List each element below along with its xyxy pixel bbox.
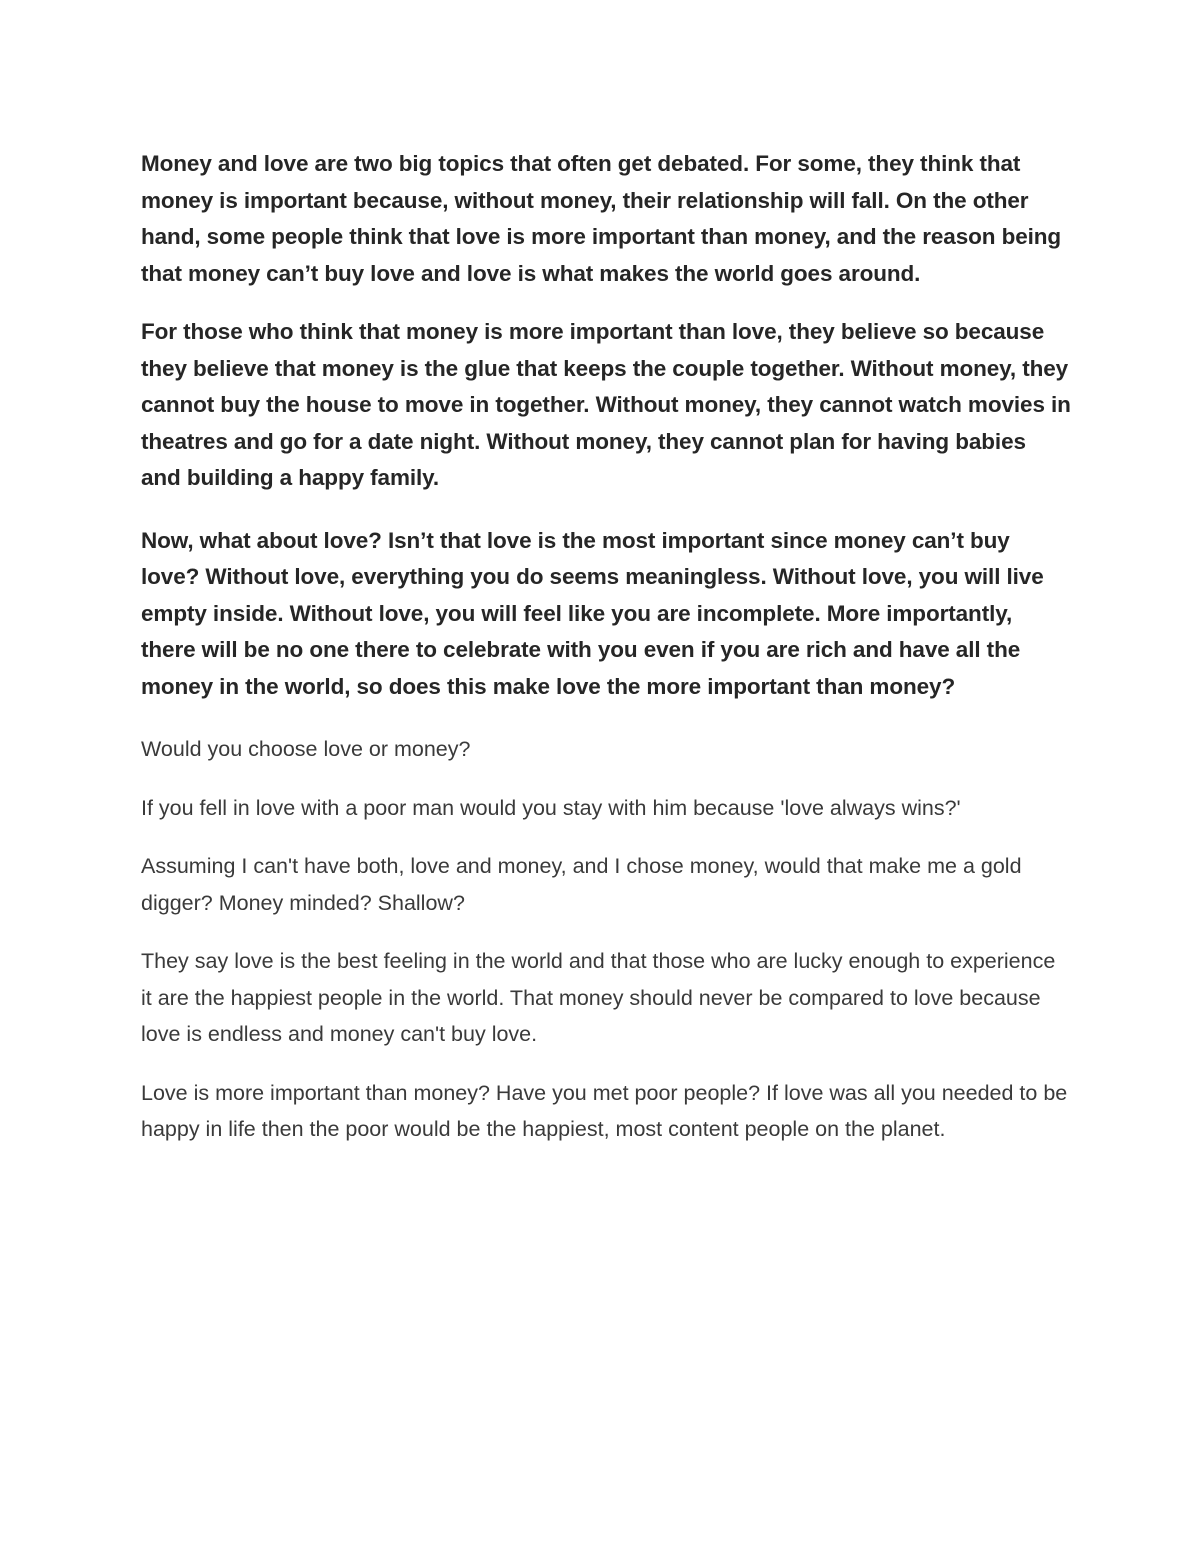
document-page — [141, 146, 1071, 1170]
bold-paragraph-2: For those who think that money is more important than love, they believe so because they believe that money is the glue that keeps the couple together. Without money, they cannot buy the house to move in together. Without money, they cannot watch movies in theatres and go for a date night. Without money, they cannot plan for having babies and building a happy family. — [141, 319, 1071, 490]
regular-paragraph-5: Love is more important than money? Have you met poor people? If love was all you needed to be happy in life then the poor would be the happiest, most content people on the planet. — [141, 1080, 1068, 1141]
bold-paragraph-1: Money and love are two big topics that often get debated. For some, they think that money is important because, without money, their relationship will fall. On the other hand, some people think that love is more important than money, and the reason being that money can’t buy love and love is what makes the world goes around. — [141, 151, 1062, 286]
regular-paragraph-1: Would you choose love or money? — [141, 737, 471, 761]
regular-paragraph-3: Assuming I can't have both, love and money, and I chose money, would that make me a gold digger? Money minded? Shallow? — [141, 854, 1022, 915]
bold-paragraph-3: Now, what about love? Isn’t that love is the most important since money can’t buy love? Without love, everything you do seems meaningless. Without love, you will live empty inside. Without love, you will feel like you are incomplete. More importantly, there will be no one there to celebrate with you even if you are rich and have all the money in the world, so does this make love the more important than money? — [141, 527, 1044, 699]
regular-paragraph-4: They say love is the best feeling in the world and that those who are lucky enough to experience it are the happiest people in the world. That money should never be compared to love because love is endless and money can't buy love. — [141, 949, 1056, 1046]
regular-paragraph-2: If you fell in love with a poor man would you stay with him because 'love always wins?' — [141, 795, 961, 820]
